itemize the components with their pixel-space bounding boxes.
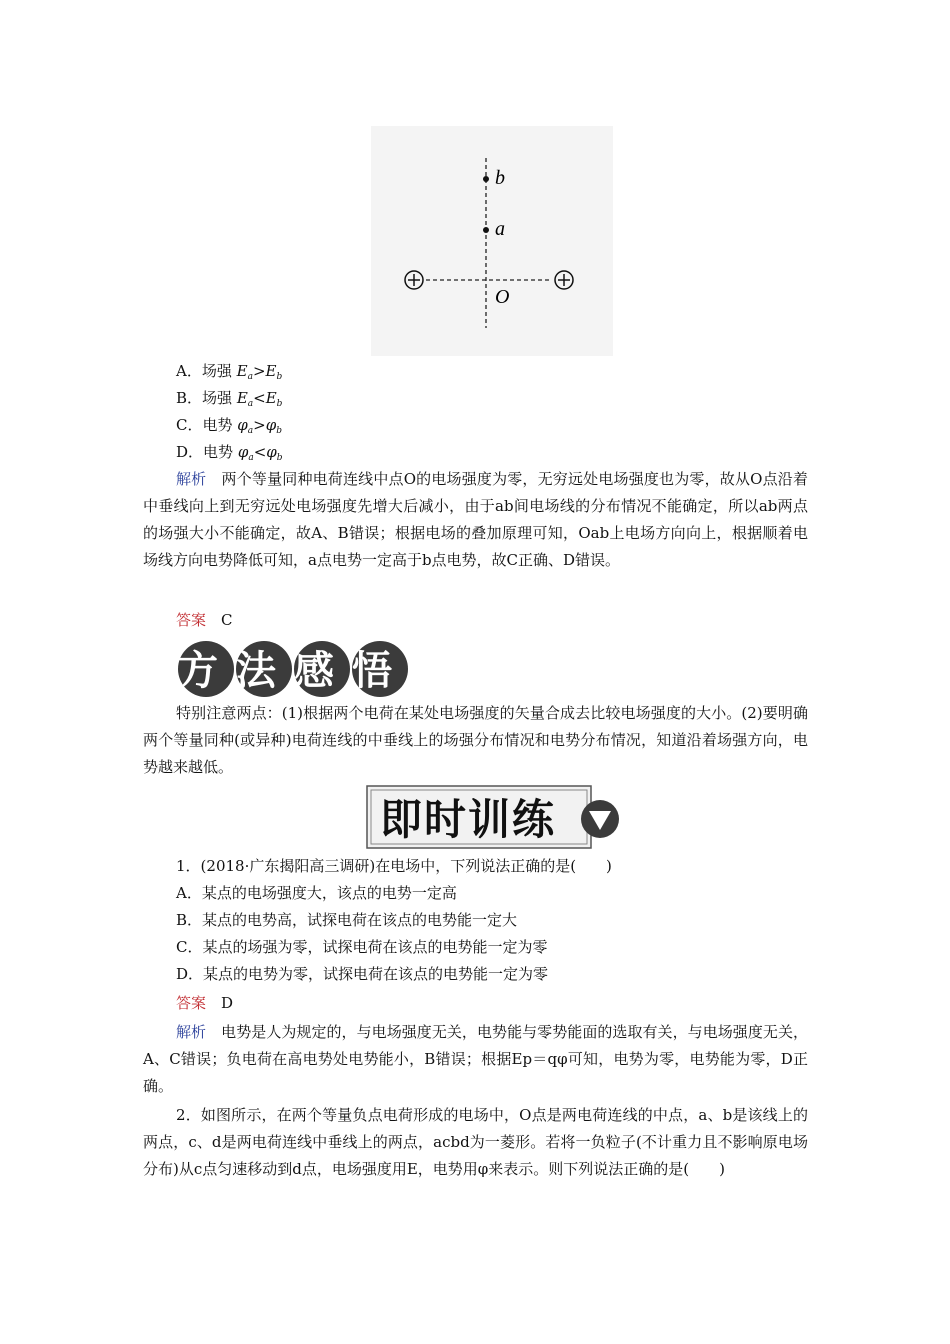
training-banner — [366, 785, 628, 849]
option-text: 电势 — [203, 443, 238, 461]
analysis-block-1 — [143, 466, 808, 574]
q1-stem: 1．(2018·广东揭阳高三调研)在电场中，下列说法正确的是( ) — [176, 857, 612, 875]
analysis-label: 解析 — [176, 1023, 207, 1041]
subscript: b — [276, 399, 283, 409]
training-banner-text: 即时训练 — [380, 795, 557, 844]
field-diagram — [371, 126, 613, 356]
symbol: E — [265, 389, 277, 407]
option-letter: B． — [176, 389, 203, 407]
relation: > — [252, 362, 266, 380]
q1-option-a: A．某点的电场强度大，该点的电势一定高 — [176, 884, 457, 902]
point-b — [483, 176, 489, 182]
point-a — [483, 227, 489, 233]
subscript: b — [276, 453, 283, 463]
option-text: 电势 — [202, 416, 238, 434]
triangle-down-icon — [581, 800, 619, 838]
q1-option-d: D．某点的电势为零，试探电荷在该点的电势能一定为零 — [176, 965, 549, 983]
subscript: a — [248, 453, 254, 463]
symbol: E — [236, 362, 248, 380]
q2-stem: 2．如图所示，在两个等量负点电荷形成的电场中，O点是两电荷连线的中点，a、b是该线上的两点，c、d是两电荷连线中垂线上的两点，acbd为一菱形。若将一负粒子(不计重力且不影响原电场分布)从c点匀速移动到d点，电场强度用E，电势用φ来表示。则下列说法正确的是( ) — [143, 1106, 808, 1178]
label-b: b — [495, 167, 505, 189]
analysis-label: 解析 — [176, 470, 207, 488]
label-a: a — [495, 218, 505, 240]
symbol: φ — [237, 416, 248, 434]
relation: < — [253, 443, 267, 461]
q1-answer — [176, 990, 796, 1017]
option-letter: C． — [176, 416, 203, 434]
option-letter: D． — [176, 443, 204, 461]
answer-value: C — [221, 611, 233, 629]
symbol: φ — [265, 416, 277, 434]
q1-analysis — [143, 1019, 808, 1100]
answer-value: D — [221, 994, 234, 1012]
label-o: O — [495, 286, 510, 308]
q1-option-b: B．某点的电势高，试探电荷在该点的电势能一定大 — [176, 911, 518, 929]
training-banner-graphic — [366, 785, 628, 849]
option-letter: A． — [176, 362, 202, 380]
symbol: φ — [266, 443, 277, 461]
q1-option-c: C．某点的场强为零，试探电荷在该点的电势能一定为零 — [176, 938, 548, 956]
subscript: a — [247, 372, 253, 382]
charge-figure — [371, 126, 613, 356]
relation: > — [253, 416, 266, 434]
subscript: a — [247, 399, 254, 409]
symbol: E — [236, 389, 248, 407]
subscript: b — [276, 372, 283, 382]
symbol: E — [265, 362, 277, 380]
method-banner-text: 方法感悟 — [178, 648, 410, 694]
positive-charge-left — [405, 271, 423, 289]
method-banner — [176, 640, 416, 698]
analysis-text: 两个等量同种电荷连线中点O的电场强度为零，无穷远处电场强度也为零，故从O点沿着中垂线向上到无穷远处电场强度先增大后减小，由于ab间电场线的分布情况不能确定，所以ab两点的场强大小不能确定，故A、B错误；根据电场的叠加原理可知，Oab上电场方向向上，根据顺着电场线方向电势降低可知，a点电势一定高于b点电势，故C正确、D错误。 — [143, 470, 808, 569]
analysis-text: 电势是人为规定的，与电场强度无关，电势能与零势能面的选取有关，与电场强度无关，A、C错误；负电荷在高电势处电势能小，B错误；根据Ep＝qφ可知，电势为零，电势能为零，D正确。 — [143, 1023, 808, 1095]
subscript: a — [247, 426, 254, 436]
symbol: φ — [237, 443, 249, 461]
option-text: 场强 — [201, 362, 237, 380]
positive-charge-right — [555, 271, 573, 289]
relation: < — [253, 389, 266, 407]
subscript: b — [276, 426, 283, 436]
method-banner-graphic — [176, 640, 416, 698]
method-text: 特别注意两点：(1)根据两个电荷在某处电场强度的矢量合成去比较电场强度的大小。(2)要明确两个等量同种(或异种)电荷连线的中垂线上的场强分布情况和电势分布情况，知道沿着场强方向，电势越来越低。 — [143, 704, 808, 776]
answer-1 — [176, 607, 796, 634]
answer-label: 答案 — [176, 611, 207, 629]
answer-label: 答案 — [176, 994, 207, 1012]
option-text: 场强 — [202, 389, 237, 407]
